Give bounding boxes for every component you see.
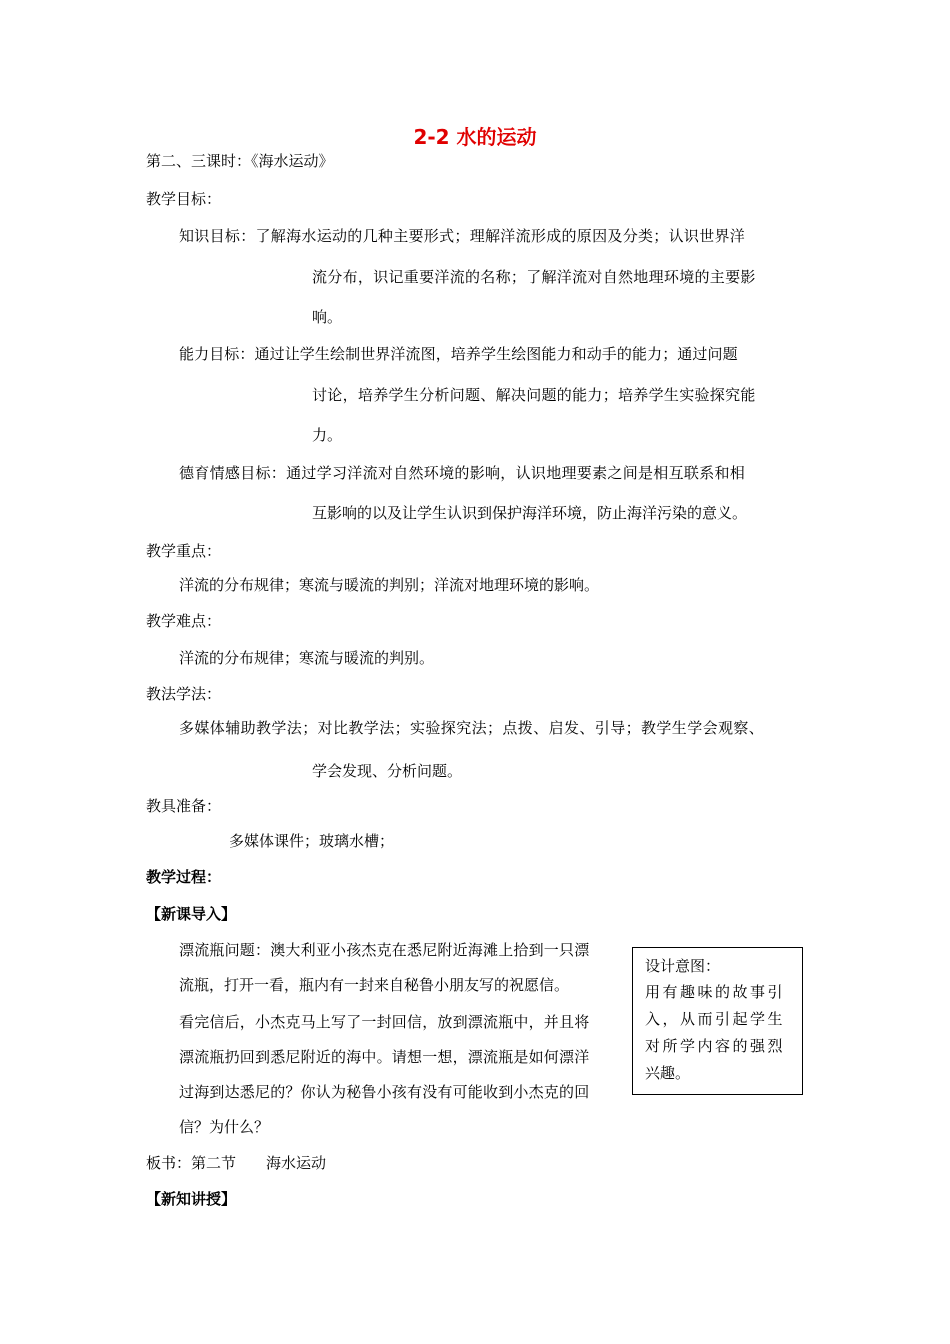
intro-line-6: 信？为什么？ [179, 1118, 270, 1136]
objectives-heading: 教学目标： [146, 190, 222, 208]
ability-objective-line-2: 讨论，培养学生分析问题、解决问题的能力；培养学生实验探究能 [312, 386, 756, 404]
period-line: 第二、三课时：《海水运动》 [146, 152, 334, 170]
knowledge-objective-line-3: 响。 [312, 308, 343, 326]
intro-line-3: 看完信后，小杰克马上写了一封回信，放到漂流瓶中，并且将 [179, 1013, 590, 1031]
moral-objective-line-2: 互影响的以及让学生认识到保护海洋环境，防止海洋污染的意义。 [312, 504, 748, 522]
process-heading: 教学过程： [146, 868, 222, 886]
methods-line-1: 多媒体辅助教学法；对比教学法；实验探究法；点拨、启发、引导；教学生学会观察、 [179, 719, 765, 737]
key-points-heading: 教学重点： [146, 542, 222, 560]
new-knowledge-heading: 【新知讲授】 [146, 1190, 237, 1208]
design-intent-line-4: 兴趣。 [645, 1064, 691, 1082]
moral-objective-line-1: 德育情感目标：通过学习洋流对自然环境的影响，认识地理要素之间是相互联系和相 [179, 464, 746, 482]
design-intent-heading: 设计意图： [645, 957, 721, 975]
design-intent-line-3: 对所学内容的强烈 [645, 1037, 786, 1055]
difficult-points-heading: 教学难点： [146, 612, 222, 630]
key-points-text: 洋流的分布规律；寒流与暖流的判别；洋流对地理环境的影响。 [179, 576, 600, 594]
methods-heading: 教法学法： [146, 685, 222, 703]
ability-objective-line-1: 能力目标：通过让学生绘制世界洋流图，培养学生绘图能力和动手的能力；通过问题 [179, 345, 738, 363]
tools-heading: 教具准备： [146, 797, 222, 815]
design-intent-box [632, 947, 803, 1095]
methods-line-2: 学会发现、分析问题。 [312, 762, 463, 780]
ability-objective-line-3: 力。 [312, 426, 343, 444]
intro-line-5: 过海到达悉尼的？你认为秘鲁小孩有没有可能收到小杰克的回 [179, 1083, 590, 1101]
intro-heading: 【新课导入】 [146, 905, 237, 923]
intro-line-1: 漂流瓶问题：澳大利亚小孩杰克在悉尼附近海滩上拾到一只漂 [179, 941, 590, 959]
tools-text: 多媒体课件；玻璃水槽； [229, 832, 395, 850]
design-intent-line-2: 入，从而引起学生 [645, 1010, 786, 1028]
knowledge-objective-line-2: 流分布，识记重要洋流的名称；了解洋流对自然地理环境的主要影 [312, 268, 756, 286]
intro-line-4: 漂流瓶扔回到悉尼附近的海中。请想一想，漂流瓶是如何漂洋 [179, 1048, 590, 1066]
document-title: 2-2 水的运动 [413, 125, 537, 149]
board-writing: 板书：第二节 海水运动 [146, 1154, 327, 1172]
difficult-points-text: 洋流的分布规律；寒流与暖流的判别。 [179, 649, 435, 667]
design-intent-line-1: 用有趣味的故事引 [645, 983, 786, 1001]
knowledge-objective-line-1: 知识目标：了解海水运动的几种主要形式；理解洋流形成的原因及分类；认识世界洋 [179, 227, 746, 245]
intro-line-2: 流瓶，打开一看，瓶内有一封来自秘鲁小朋友写的祝愿信。 [179, 976, 570, 994]
